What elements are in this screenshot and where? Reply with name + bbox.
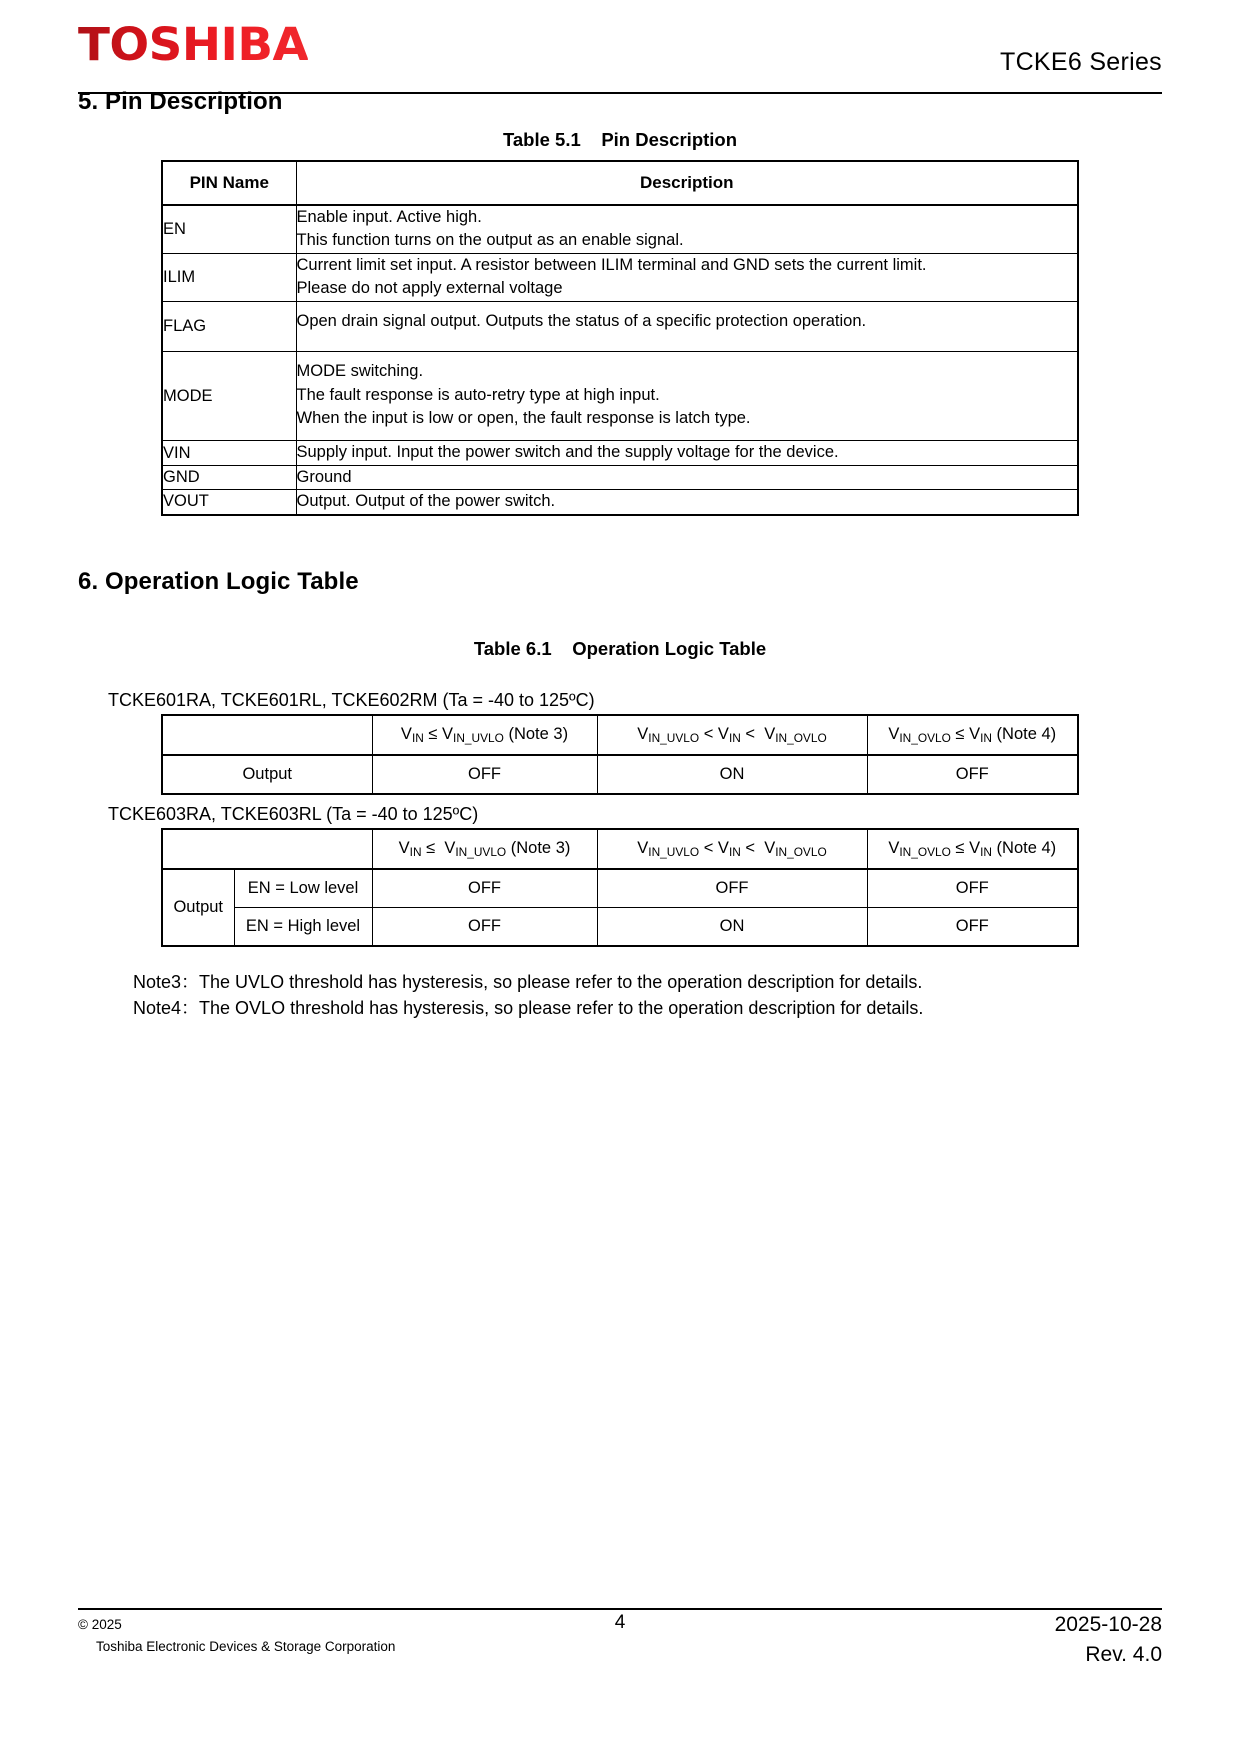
series-title: TCKE6 Series bbox=[1000, 48, 1162, 76]
empty-corner-cell bbox=[162, 715, 372, 755]
pin-description-cell bbox=[296, 253, 1078, 301]
copyright-text: © 2025 bbox=[78, 1617, 122, 1632]
pin-description-cell bbox=[296, 441, 1078, 465]
description-line: The fault response is auto-retry type at high input. bbox=[296, 385, 660, 404]
row-label-en-high: EN = High level bbox=[234, 907, 372, 946]
description-line: Ground bbox=[296, 467, 352, 486]
pin-name-cell: VOUT bbox=[162, 490, 296, 515]
pin-description-cell bbox=[296, 205, 1078, 253]
pin-name-cell: MODE bbox=[162, 352, 296, 441]
table-row bbox=[162, 755, 1078, 794]
table-row bbox=[162, 869, 1078, 908]
pin-description-cell bbox=[296, 301, 1078, 351]
table-5-1-caption-number: Table 5.1 bbox=[502, 129, 581, 150]
corporation-name: Toshiba Electronic Devices & Storage Corporation bbox=[96, 1638, 396, 1654]
header-divider bbox=[78, 92, 1162, 94]
note-4: Note4：The OVLO threshold has hysteresis, so please refer to the operation description for details. bbox=[133, 997, 924, 1018]
column-header-description: Description bbox=[296, 161, 1078, 205]
operation-logic-table-b bbox=[161, 828, 1079, 947]
pin-name-cell: VIN bbox=[162, 441, 296, 465]
table-5-1-caption-text: Pin Description bbox=[601, 129, 738, 150]
row-label-output: Output bbox=[162, 755, 372, 794]
condition-header-uvlo: $V_{IN} \le V_{IN\_UVLO}$ (Note 3) bbox=[372, 715, 597, 755]
footer-right bbox=[1055, 1610, 1162, 1670]
empty-corner-cell bbox=[162, 829, 372, 869]
table-row bbox=[162, 465, 1078, 489]
table-6-1-caption-text: Operation Logic Table bbox=[572, 637, 767, 659]
output-state-cell: OFF bbox=[372, 869, 597, 908]
table-row bbox=[162, 253, 1078, 301]
pin-name-cell: ILIM bbox=[162, 253, 296, 301]
page-footer bbox=[78, 1608, 1162, 1672]
table-6-1-caption bbox=[78, 638, 1162, 660]
page-header bbox=[78, 0, 1162, 88]
table-row bbox=[162, 441, 1078, 465]
pin-name-cell: EN bbox=[162, 205, 296, 253]
pin-name-cell: FLAG bbox=[162, 301, 296, 351]
pin-description-cell bbox=[296, 490, 1078, 515]
section-heading-pin-description: 5. Pin Description bbox=[78, 88, 283, 115]
table-header-row bbox=[162, 829, 1078, 869]
output-state-cell: ON bbox=[597, 907, 867, 946]
output-state-cell: OFF bbox=[597, 869, 867, 908]
table-row bbox=[162, 301, 1078, 351]
table-header-row bbox=[162, 161, 1078, 205]
table-header-row bbox=[162, 715, 1078, 755]
condition-header-ovlo: $V_{IN\_OVLO} \le V_{IN}$ (Note 4) bbox=[867, 715, 1078, 755]
condition-header-uvlo: $V_{IN} \le V_{IN\_UVLO}$ (Note 3) bbox=[372, 829, 597, 869]
description-line: Supply input. Input the power switch and the supply voltage for the device. bbox=[296, 443, 839, 462]
table-5-1-caption bbox=[78, 129, 1162, 151]
pin-description-cell bbox=[296, 465, 1078, 489]
description-line: Current limit set input. A resistor between ILIM terminal and GND sets the current limit. bbox=[296, 255, 927, 274]
output-state-cell: OFF bbox=[372, 755, 597, 794]
description-line: When the input is low or open, the fault response is latch type. bbox=[296, 408, 751, 427]
description-line: MODE switching. bbox=[296, 362, 424, 381]
condition-header-normal: $V_{IN\_UVLO} < V_{IN} < V_{IN\_OVLO}$ bbox=[597, 829, 867, 869]
output-state-cell: OFF bbox=[867, 755, 1078, 794]
row-label-en-low: EN = Low level bbox=[234, 869, 372, 908]
table-row bbox=[162, 490, 1078, 515]
description-line: Open drain signal output. Outputs the status of a specific protection operation. bbox=[296, 311, 867, 330]
pin-name-cell: GND bbox=[162, 465, 296, 489]
description-line: Enable input. Active high. bbox=[296, 208, 482, 226]
description-line: Please do not apply external voltage bbox=[296, 279, 563, 298]
pin-description-table bbox=[161, 160, 1079, 516]
notes-block bbox=[133, 969, 1162, 1021]
table-row bbox=[162, 352, 1078, 441]
table-6-1-caption-number: Table 6.1 bbox=[473, 637, 552, 659]
description-line: Output. Output of the power switch. bbox=[296, 492, 556, 511]
section-heading-operation-logic-table: 6. Operation Logic Table bbox=[78, 567, 359, 595]
document-revision: Rev. 4.0 bbox=[1085, 1642, 1162, 1666]
condition-header-normal: $V_{IN\_UVLO} < V_{IN} < V_{IN\_OVLO}$ bbox=[597, 715, 867, 755]
column-header-pin-name: PIN Name bbox=[162, 161, 296, 205]
pin-description-cell bbox=[296, 352, 1078, 441]
table-row bbox=[162, 907, 1078, 946]
operation-logic-table-a bbox=[161, 714, 1079, 795]
table-row bbox=[162, 205, 1078, 253]
page-number: 4 bbox=[614, 1612, 626, 1633]
toshiba-logo: TOSHIBA bbox=[78, 18, 309, 71]
condition-header-ovlo: $V_{IN\_OVLO} \le V_{IN}$ (Note 4) bbox=[867, 829, 1078, 869]
output-state-cell: OFF bbox=[867, 869, 1078, 908]
output-state-cell: ON bbox=[597, 755, 867, 794]
device-line-table-a: TCKE601RA, TCKE601RL, TCKE602RM (Ta = -40 to 125ºC) bbox=[108, 689, 595, 710]
device-line-table-b: TCKE603RA, TCKE603RL (Ta = -40 to 125ºC) bbox=[108, 803, 479, 824]
note-3: Note3：The UVLO threshold has hysteresis, so please refer to the operation description for details. bbox=[133, 971, 923, 992]
description-line: This function turns on the output as an enable signal. bbox=[296, 231, 684, 250]
output-state-cell: OFF bbox=[867, 907, 1078, 946]
output-state-cell: OFF bbox=[372, 907, 597, 946]
row-group-label-output: Output bbox=[162, 869, 234, 946]
document-date: 2025-10-28 bbox=[1054, 1613, 1162, 1636]
